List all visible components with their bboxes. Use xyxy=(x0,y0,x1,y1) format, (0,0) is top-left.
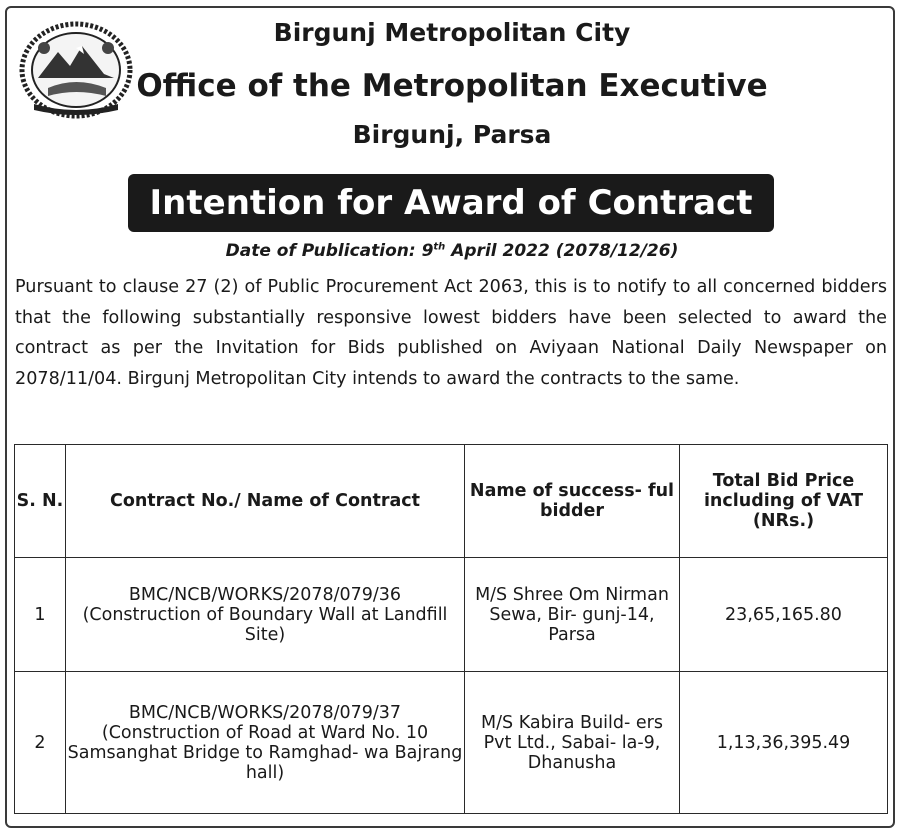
table-row xyxy=(15,558,888,672)
header-price: Total Bid Price including of VAT (NRs.) xyxy=(680,445,888,558)
row-price: 1,13,36,395.49 xyxy=(680,672,888,814)
contract-number: BMC/NCB/WORKS/2078/079/36 xyxy=(128,584,402,605)
contract-name: (Construction of Boundary Wall at Landfill Site) xyxy=(82,604,448,645)
header-bidder: Name of success- ful bidder xyxy=(465,445,680,558)
row-bidder: M/S Kabira Build- ers Pvt Ltd., Sabai- la-9, Dhanusha xyxy=(465,672,680,814)
table-header-row xyxy=(15,445,888,558)
row-sn: 2 xyxy=(15,672,66,814)
row-sn: 1 xyxy=(15,558,66,672)
city-name: Birgunj Metropolitan City xyxy=(273,18,631,47)
row-contract xyxy=(66,558,465,672)
contract-number: BMC/NCB/WORKS/2078/079/37 xyxy=(128,702,402,723)
row-contract xyxy=(66,672,465,814)
notice-title-banner: Intention for Award of Contract xyxy=(128,174,774,232)
row-bidder: M/S Shree Om Nirman Sewa, Bir- gunj-14, Parsa xyxy=(465,558,680,672)
publication-date: Date of Publication: 9th April 2022 (2078/12/26) xyxy=(225,241,679,261)
office-title: Office of the Metropolitan Executive xyxy=(136,68,768,104)
contract-name: (Construction of Road at Ward No. 10 Samsanghat Bridge to Ramghad- wa Bajrang hall) xyxy=(67,722,463,783)
notice-paragraph: Pursuant to clause 27 (2) of Public Procurement Act 2063, this is to notify to all concerned bidders that the following substantially responsive lowest bidders have been selected to award the contract as per the Invitation for Bids published on Aviyaan National Daily Newspaper on 2078/11/04. Birgunj Metropolitan City intends to award the contracts to the same. xyxy=(15,277,887,389)
location: Birgunj, Parsa xyxy=(352,120,552,149)
header-contract: Contract No./ Name of Contract xyxy=(66,445,465,558)
header-sn: S. N. xyxy=(15,445,66,558)
row-price: 23,65,165.80 xyxy=(680,558,888,672)
award-table xyxy=(14,444,888,814)
table-row xyxy=(15,672,888,814)
